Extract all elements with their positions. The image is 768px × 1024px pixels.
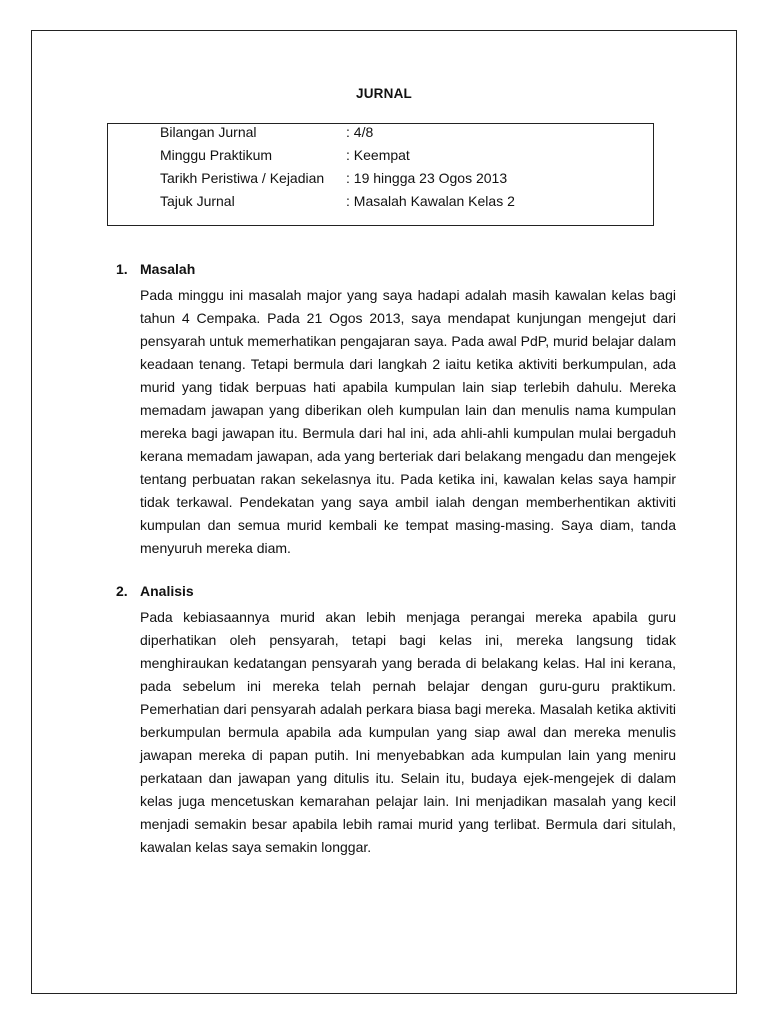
- section-title: Analisis: [140, 583, 194, 599]
- journal-info-box: [107, 123, 654, 226]
- info-row-tarikh: [160, 170, 507, 186]
- section-number: 2.: [116, 583, 128, 599]
- section-heading: [116, 583, 676, 599]
- section-body: Pada kebiasaannya murid akan lebih menjaga perangai mereka apabila guru diperhatikan oleh pensyarah, tetapi bagi kelas ini, mereka langsung tidak menghiraukan kedatangan pensyarah yang berada di belakang kelas. Hal ini kerana, pada sebelum ini mereka telah pernah belajar dengan guru-guru praktikum. Pemerhatian dari pensyarah adalah perkara biasa bagi mereka. Masalah ketika aktiviti berkumpulan bermula apabila ada kumpulan yang siap awal dan mereka menulis jawapan mereka di papan putih. Ini menyebabkan ada kumpulan lain yang meniru perkataan dan jawapan yang ditulis itu. Selain itu, budaya ejek-mengejek di dalam kelas juga mencetuskan kemarahan pelajar lain. Ini menjadikan masalah yang kecil menjadi semakin besar apabila lebih ramai murid yang terlibat. Bermula dari situlah, kawalan kelas saya semakin longgar.: [140, 609, 676, 855]
- info-label: Minggu Praktikum: [160, 147, 273, 163]
- info-value: : Masalah Kawalan Kelas 2: [346, 193, 515, 209]
- section-body: Pada minggu ini masalah major yang saya hadapi adalah masih kawalan kelas bagi tahun 4 Cempaka. Pada 21 Ogos 2013, saya mendapat kunjungan mengejut dari pensyarah untuk memerhatikan pengajaran saya. Pada awal PdP, murid belajar dalam keadaan tenang. Tetapi bermula dari langkah 2 iaitu ketika aktiviti berkumpulan, ada murid yang tidak berpuas hati apabila kumpulan lain siap terlebih dahulu. Mereka memadam jawapan yang diberikan oleh kumpulan lain dan menulis nama kumpulan mereka bagi jawapan itu. Bermula dari hal ini, ada ahli-ahli kumpulan mulai bergaduh kerana memadam jawapan, ada yang berteriak dari belakang mengadu dan mengejek tentang perbuatan rakan sekelasnya itu. Pada ketika ini, kawalan kelas saya hampir tidak terkawal. Pendekatan yang saya ambil ialah dengan memberhentikan aktiviti kumpulan dan semua murid kembali ke tempat masing-masing. Saya diam, tanda menyuruh mereka diam.: [140, 287, 676, 556]
- section-title: Masalah: [140, 261, 196, 277]
- info-row-bilangan: [160, 124, 373, 140]
- document-title: JURNAL: [356, 86, 412, 101]
- section-number: 1.: [116, 261, 128, 277]
- info-label: Bilangan Jurnal: [160, 124, 257, 140]
- info-value: : Keempat: [346, 147, 410, 163]
- info-value: : 19 hingga 23 Ogos 2013: [346, 170, 508, 186]
- info-value: : 4/8: [346, 124, 374, 140]
- section-heading: [116, 261, 676, 277]
- info-row-minggu: [160, 147, 410, 163]
- info-label: Tarikh Peristiwa / Kejadian: [160, 170, 325, 186]
- section-masalah: [116, 261, 676, 560]
- section-analisis: [116, 583, 676, 859]
- info-row-tajuk: [160, 193, 515, 209]
- info-label: Tajuk Jurnal: [160, 193, 235, 209]
